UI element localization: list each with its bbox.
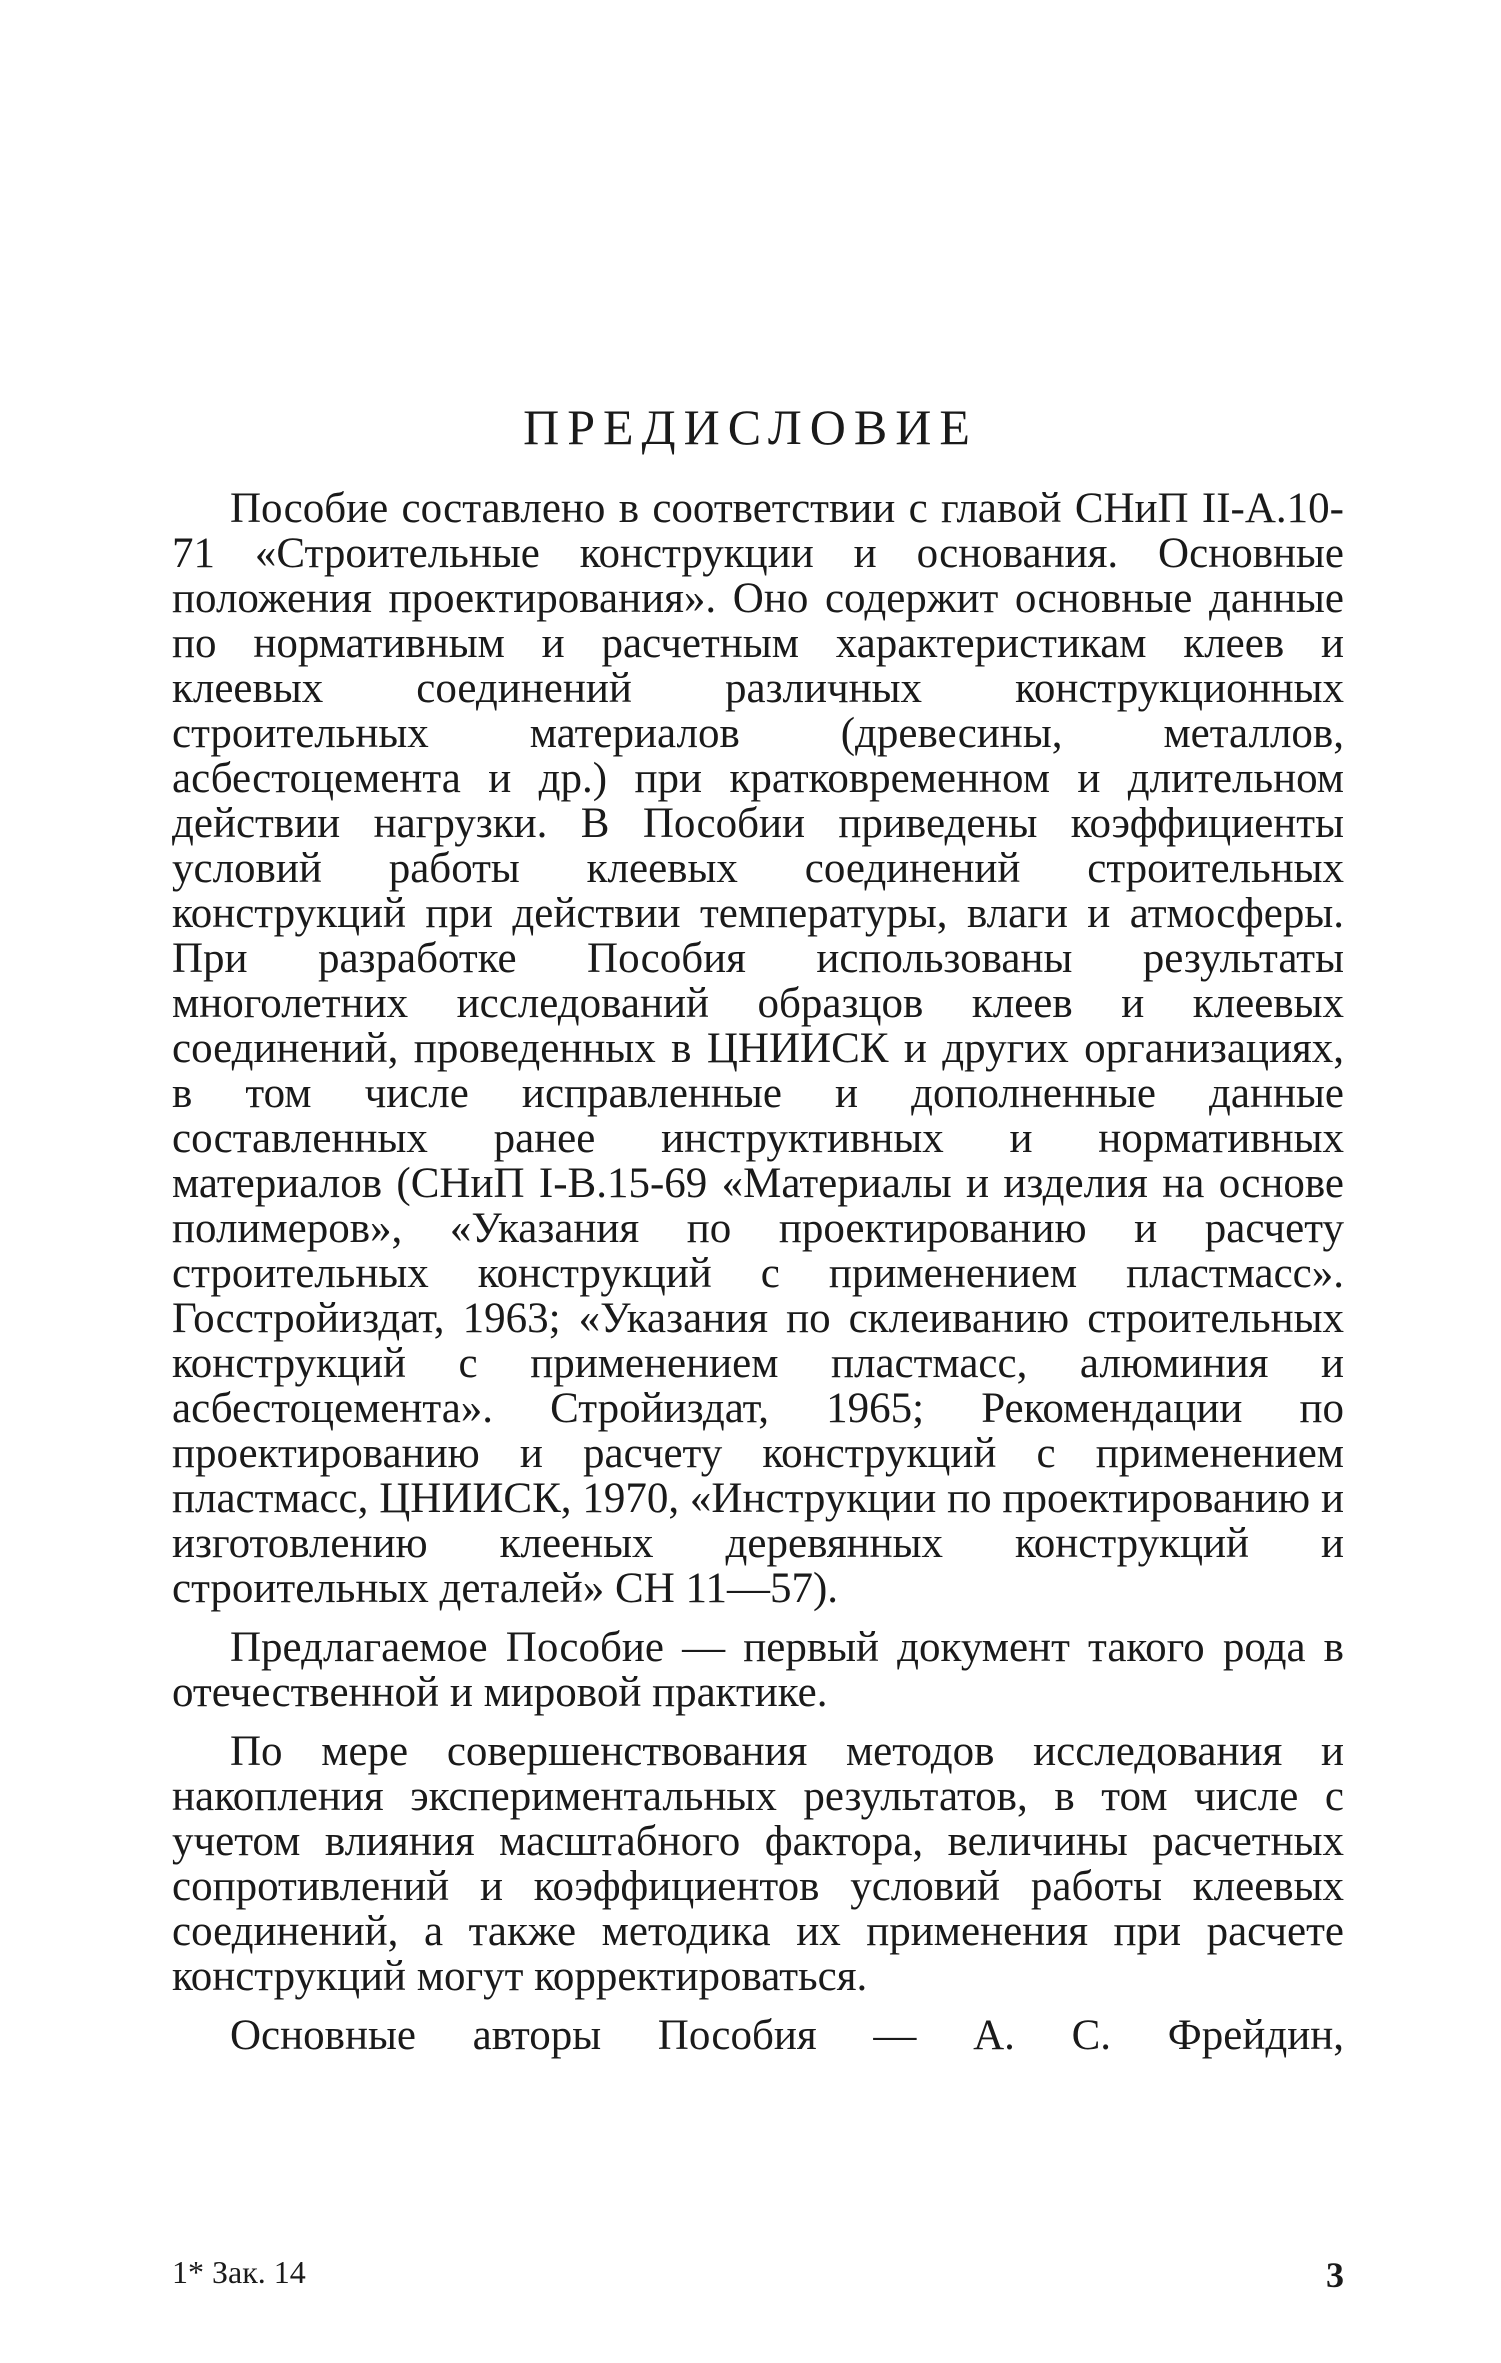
paragraph-1: Пособие составлено в соответствии с главой СНиП II-A.10-71 «Строительные конструкции и основания. Основные положения проектирования». Оно содержит основные данные по нормативным и расчетным характеристикам клеев и клеевых соединений различных конструкционных строительных материалов (древесины, металлов, асбестоцемента и др.) при кратковременном и длительном действии нагрузки. В Пособии приведены коэффициенты условий работы клеевых соединений строительных конструкций при действии температуры, влаги и атмосферы. При разработке Пособия использованы результаты многолетних исследований образцов клеев и клеевых соединений, проведенных в ЦНИИСК и других организациях, в том числе исправленные и дополненные данные составленных ранее инструктивных и нормативных материалов (СНиП I-B.15-69 «Материалы и изделия на основе полимеров», «Указания по проектированию и расчету строительных конструкций с применением пластмасс». Госстройиздат, 1963; «Указания по склеиванию строительных конструкций с применением пластмасс, алюминия и асбестоцемента». Стройиздат, 1965; Рекомендации по проектированию и расчету конструкций с применением пластмасс, ЦНИИСК, 1970, «Инструкции по проектированию и изготовлению клееных деревянных конструкций и строительных деталей» СН 11—57). xyxy=(172,485,1344,1612)
body-text xyxy=(172,486,1344,2072)
page-title: ПРЕДИСЛОВИЕ xyxy=(523,399,978,455)
page-number: 3 xyxy=(1326,2255,1344,2295)
paragraph-2: Предлагаемое Пособие — первый документ такого рода в отечественной и мировой практике. xyxy=(172,1624,1344,1716)
paragraph-4: Основные авторы Пособия — А. С. Фрейдин, xyxy=(230,2012,1344,2059)
paragraph-3: По мере совершенствования методов исследования и накопления экспериментальных результатов, в том числе с учетом влияния масштабного фактора, величины расчетных сопротивлений и коэффициентов условий работы клеевых соединений, а также методика их применения при расчете конструкций могут корректироваться. xyxy=(172,1728,1344,2000)
printer-signature: 1* Зак. 14 xyxy=(172,2254,306,2290)
